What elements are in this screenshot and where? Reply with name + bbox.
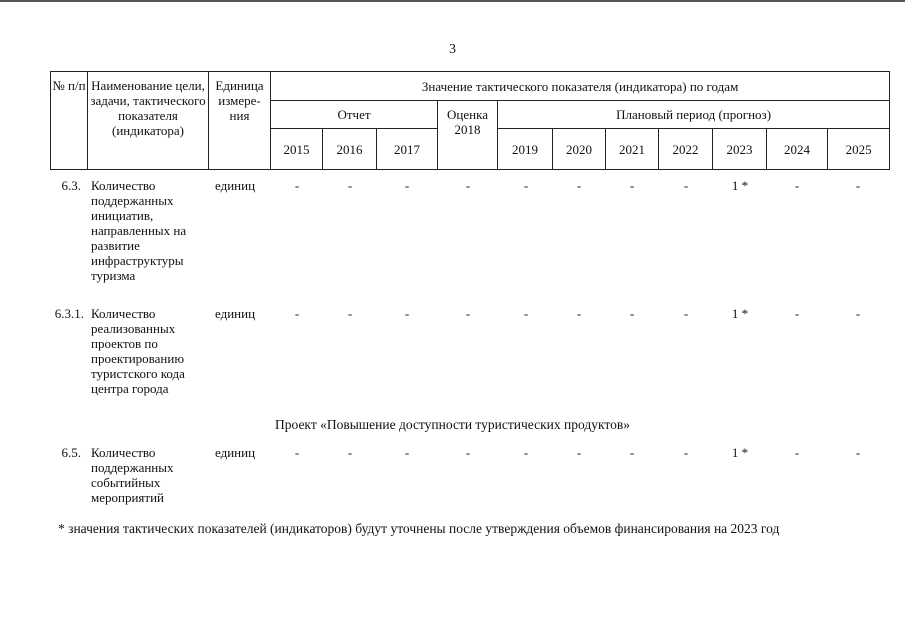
cell-2015: - — [294, 445, 300, 460]
cell-2023: 1 * — [731, 178, 749, 193]
header-num: № п/п — [51, 72, 88, 170]
page-number: 3 — [449, 42, 456, 57]
cell-2020: - — [576, 178, 582, 193]
row-name: Количество поддержанных событийных мероприятий — [91, 445, 174, 505]
cell-2019: - — [523, 306, 529, 321]
header-estimate: Оценка 2018 — [438, 101, 498, 170]
cell-2015: - — [294, 306, 300, 321]
row-name: Количество поддержанных инициатив, направленных на развитие инфраструктуры туризма — [91, 178, 187, 283]
section-title: Проект «Повышение доступности туристических продуктов» — [275, 417, 630, 432]
cell-2024: - — [794, 306, 800, 321]
row-num: 6.3.1. — [54, 306, 84, 321]
cell-2017: - — [404, 306, 410, 321]
cell-2025: - — [855, 178, 861, 193]
indicator-table-header — [50, 71, 890, 170]
cell-2021: - — [629, 178, 635, 193]
year-2021: 2021 — [606, 129, 659, 170]
cell-2018: - — [465, 445, 471, 460]
cell-2022: - — [683, 445, 689, 460]
year-2023: 2023 — [713, 129, 767, 170]
header-value-group: Значение тактического показателя (индикатора) по годам — [271, 72, 890, 101]
cell-2020: - — [576, 306, 582, 321]
cell-2016: - — [347, 178, 353, 193]
cell-2018: - — [465, 178, 471, 193]
cell-2022: - — [683, 178, 689, 193]
year-2015: 2015 — [271, 129, 323, 170]
header-plan: Плановый период (прогноз) — [498, 101, 890, 129]
row-num: 6.5. — [61, 445, 81, 460]
footnote: * значения тактических показателей (индикаторов) будут уточнены после утверждения объемов финансирования на 2023 год — [58, 521, 780, 536]
cell-2024: - — [794, 445, 800, 460]
cell-2023: 1 * — [731, 445, 749, 460]
cell-2022: - — [683, 306, 689, 321]
year-2017: 2017 — [377, 129, 438, 170]
cell-2019: - — [523, 178, 529, 193]
page-top-border — [0, 0, 905, 2]
year-2019: 2019 — [498, 129, 553, 170]
row-unit: единиц — [215, 178, 256, 193]
year-2016: 2016 — [323, 129, 377, 170]
cell-2020: - — [576, 445, 582, 460]
cell-2018: - — [465, 306, 471, 321]
row-unit: единиц — [215, 445, 256, 460]
cell-2025: - — [855, 306, 861, 321]
cell-2015: - — [294, 178, 300, 193]
year-2022: 2022 — [659, 129, 713, 170]
cell-2016: - — [347, 306, 353, 321]
cell-2021: - — [629, 445, 635, 460]
cell-2021: - — [629, 306, 635, 321]
row-num: 6.3. — [61, 178, 81, 193]
row-unit: единиц — [215, 306, 256, 321]
cell-2016: - — [347, 445, 353, 460]
cell-2023: 1 * — [731, 306, 749, 321]
cell-2017: - — [404, 178, 410, 193]
year-2024: 2024 — [767, 129, 828, 170]
cell-2025: - — [855, 445, 861, 460]
cell-2024: - — [794, 178, 800, 193]
cell-2019: - — [523, 445, 529, 460]
header-unit: Единица измере-ния — [209, 72, 271, 170]
cell-2017: - — [404, 445, 410, 460]
header-report: Отчет — [271, 101, 438, 129]
row-name: Количество реализованных проектов по проектированию туристского кода центра города — [91, 306, 185, 396]
year-2020: 2020 — [553, 129, 606, 170]
header-name: Наименование цели, задачи, тактического показателя (индикатора) — [88, 72, 209, 170]
year-2025: 2025 — [828, 129, 890, 170]
